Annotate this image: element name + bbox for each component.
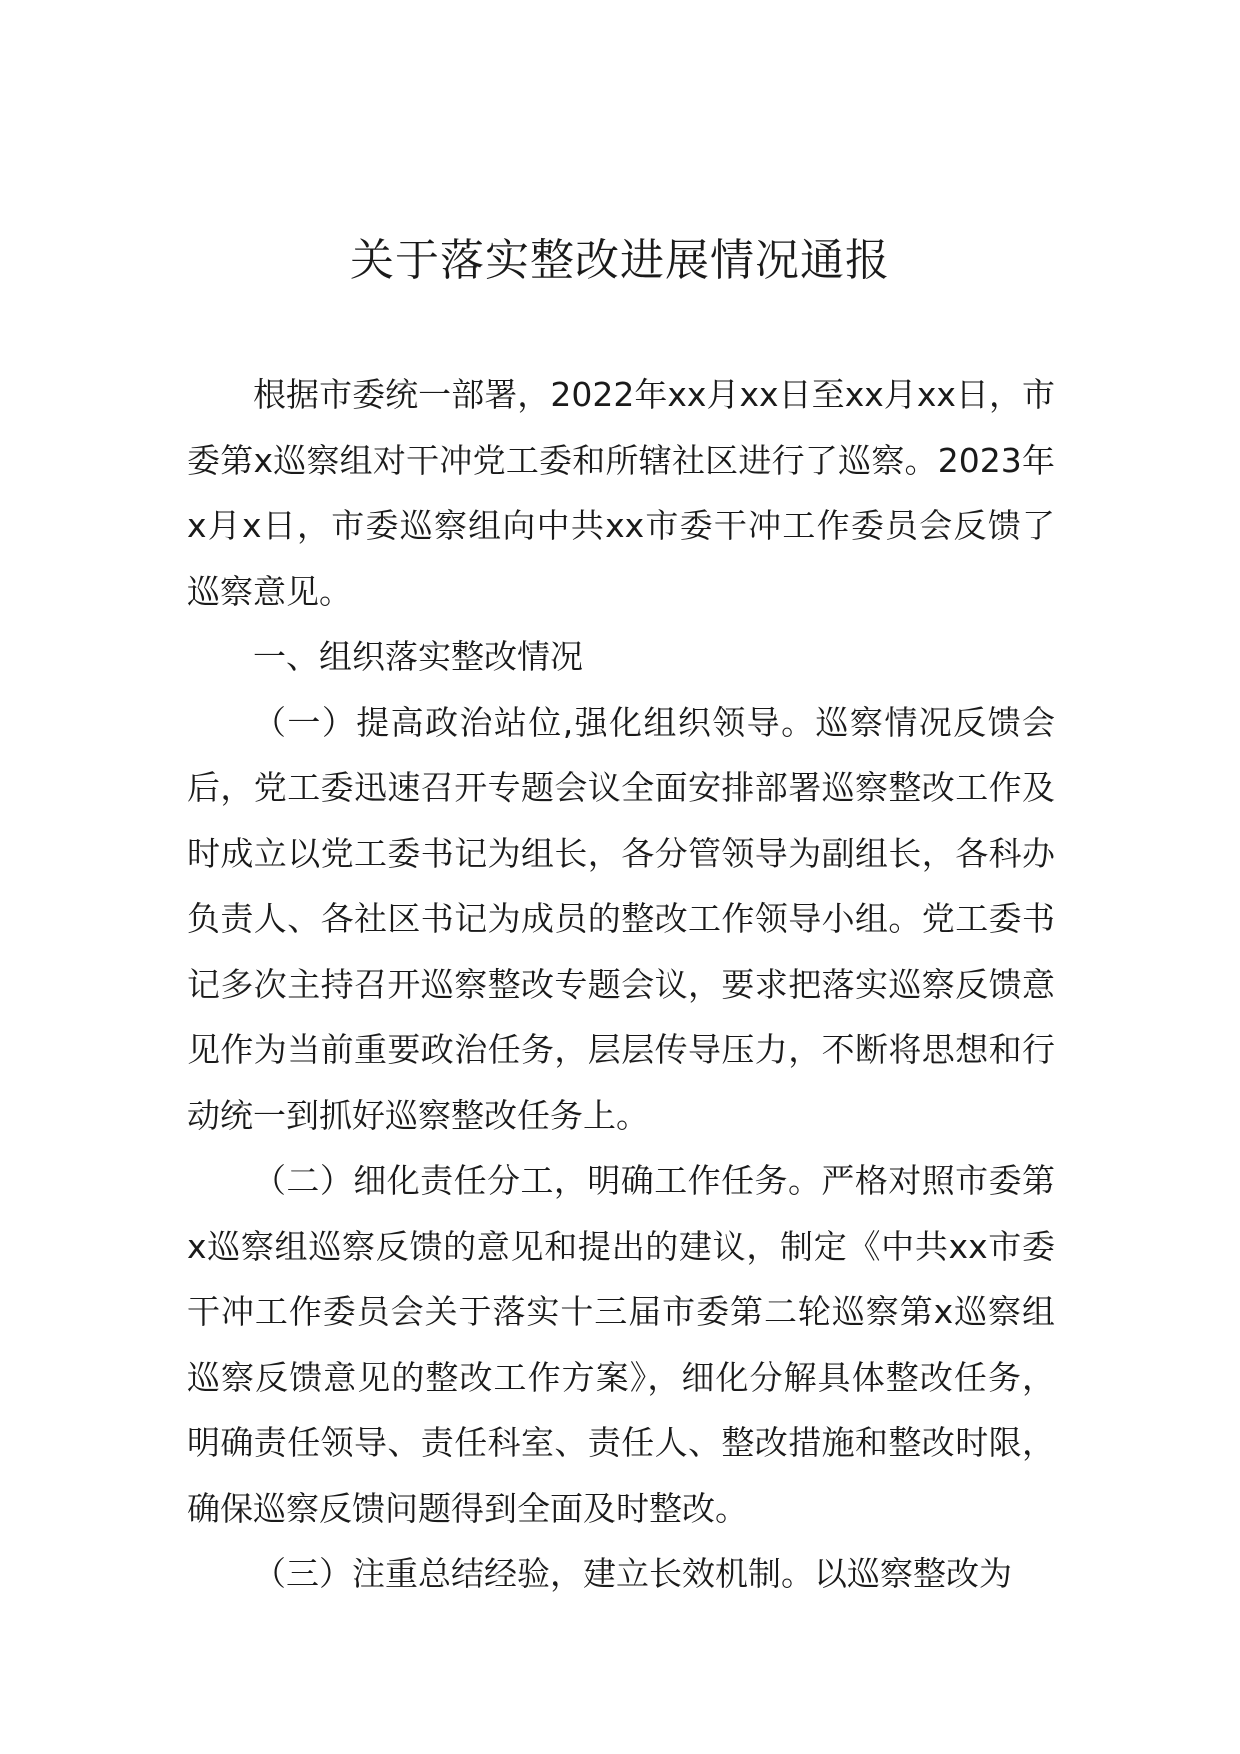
paragraph-item-2: （二）细化责任分工，明确工作任务。严格对照市委第x巡察组巡察反馈的意见和提出的建议，制定《中共xx市委干冲工作委员会关于落实十三届市委第二轮巡察第x巡察组巡察反馈意见的整改工作方案》，细化分解具体整改任务，明确责任领导、责任科室、责任人、整改措施和整改时限，确保巡察反馈问题得到全面及时整改。 [187, 1161, 1055, 1528]
paragraph-item-1: （一）提高政治站位,强化组织领导。巡察情况反馈会后，党工委迅速召开专题会议全面安排部署巡察整改工作及时成立以党工委书记为组长，各分管领导为副组长，各科办负责人、各社区书记为成员的整改工作领导小组。党工委书记多次主持召开巡察整改专题会议，要求把落实巡察反馈意见作为当前重要政治任务，层层传导压力，不断将思想和行动统一到抓好巡察整改任务上。 [187, 702, 1055, 1135]
document-body [187, 362, 1055, 1607]
paragraph-intro: 根据市委统一部署，2022年xx月xx日至xx月xx日，市委第x巡察组对干冲党工委和所辖社区进行了巡察。2023年x月x日，市委巡察组向中共xx市委干冲工作委员会反馈了巡察意见。 [187, 375, 1055, 611]
document-title: 关于落实整改进展情况通报 [350, 235, 890, 286]
paragraph-item-3: （三）注重总结经验，建立长效机制。以巡察整改为 [253, 1554, 1012, 1593]
section-heading-1: 一、组织落实整改情况 [253, 637, 583, 676]
